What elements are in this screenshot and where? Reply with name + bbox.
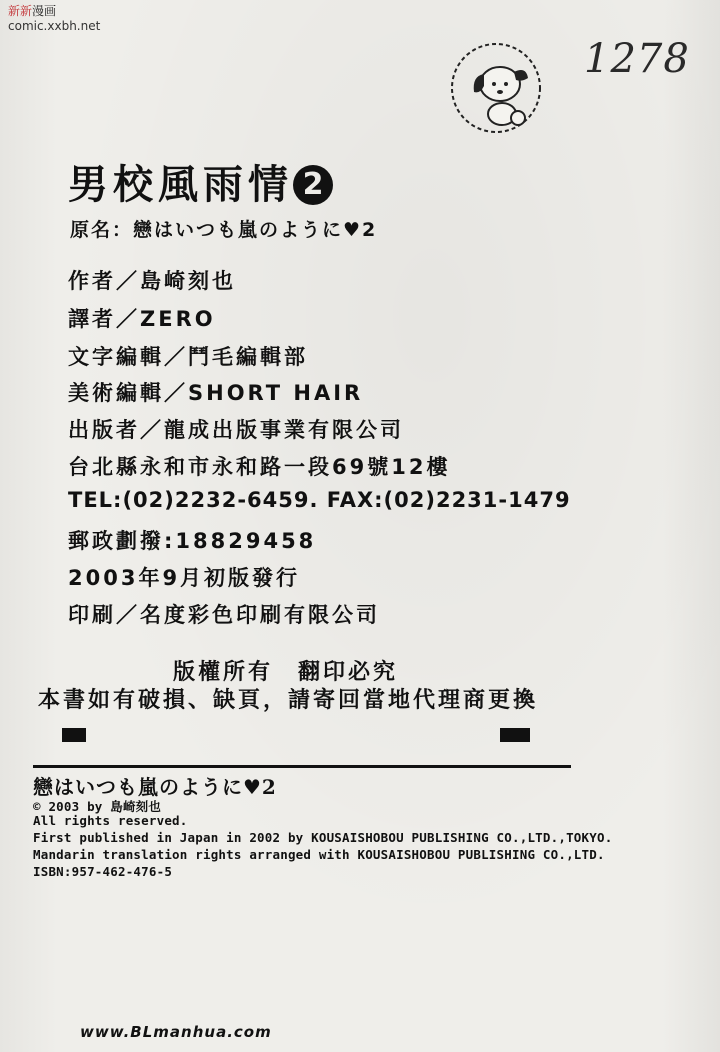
credit-printer: 印刷／名度彩色印刷有限公司 — [68, 603, 380, 627]
watermark-brand — [8, 4, 56, 19]
damage-return-notice: 本書如有破損、缺頁，請寄回當地代理商更換 — [38, 688, 539, 713]
credit-author: 作者／島崎刻也 — [68, 269, 236, 293]
credit-text-editor: 文字編輯／鬥毛編輯部 — [68, 345, 308, 369]
handwritten-number: 1278 — [584, 36, 690, 82]
watermark-url: comic.xxbh.net — [8, 19, 101, 33]
first-published-line: First published in Japan in 2002 by KOUSAISHOBOU PUBLISHING CO.,LTD.,TOKYO. — [33, 830, 613, 845]
all-rights-reserved: All rights reserved. — [33, 813, 188, 828]
pochacco-stamp-icon — [448, 38, 544, 138]
watermark-brand-part2: 漫画 — [32, 4, 57, 18]
isbn-line: ISBN:957-462-476-5 — [33, 864, 173, 879]
credit-translator: 譯者／ZERO — [68, 307, 216, 331]
credit-phone-fax: TEL:(02)2232-6459. FAX:(02)2231-1479 — [68, 488, 571, 512]
rights-notice: 版權所有 翻印必究 — [173, 660, 399, 685]
credit-postal-account: 郵政劃撥:18829458 — [68, 529, 317, 553]
book-title-text: 男校風雨情 — [68, 161, 293, 208]
credit-art-editor: 美術編輯／SHORT HAIR — [68, 381, 364, 405]
footer-divider — [33, 765, 571, 768]
site-url: www.BLmanhua.com — [80, 1023, 272, 1041]
book-title — [68, 153, 333, 210]
right-black-mark — [500, 728, 530, 742]
credit-publisher: 出版者／龍成出版事業有限公司 — [68, 418, 404, 442]
original-title: 原名：戀はいつも嵐のように♥2 — [70, 219, 378, 241]
volume-number-badge: 2 — [293, 165, 333, 205]
japanese-title: 戀はいつも嵐のように♥2 — [33, 775, 277, 799]
translation-rights-line: Mandarin translation rights arranged with KOUSAISHOBOU PUBLISHING CO.,LTD. — [33, 847, 605, 862]
credit-edition-date: 2003年9月初版發行 — [68, 566, 301, 590]
left-black-mark — [62, 728, 86, 742]
watermark-brand-part1: 新新 — [8, 4, 33, 18]
copyright-line: © 2003 by 島崎刻也 — [33, 799, 162, 814]
credit-address: 台北縣永和市永和路一段69號12樓 — [68, 455, 451, 479]
